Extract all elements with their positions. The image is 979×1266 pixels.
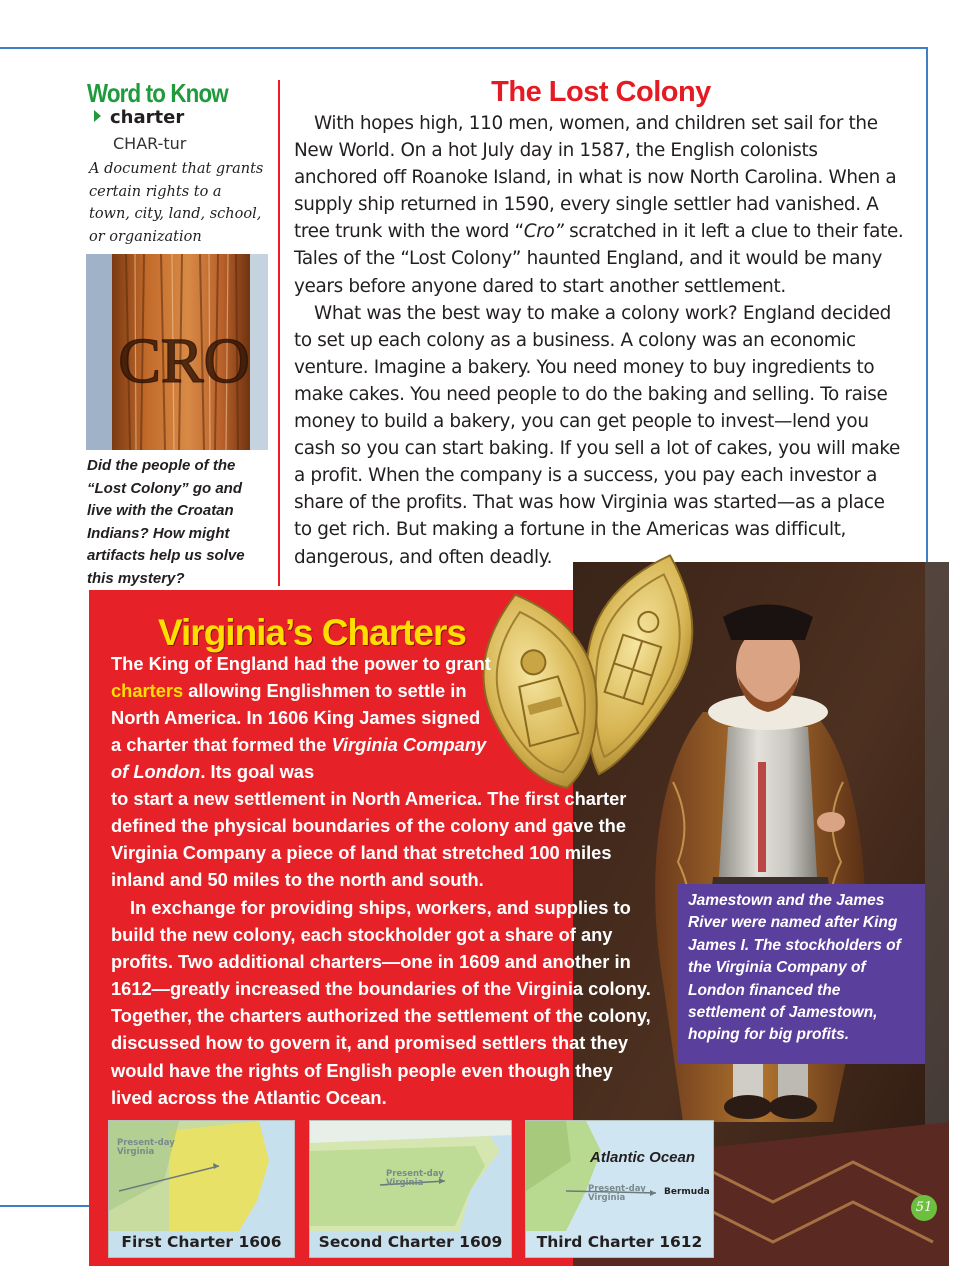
map-second-charter: [309, 1120, 512, 1258]
virginia-company-name: Virginia Company of London: [111, 734, 487, 783]
map1-label: First Charter 1606: [121, 1233, 282, 1251]
article-title: The Lost Colony: [491, 76, 711, 108]
arrow-right-icon: [94, 110, 101, 122]
map1-present-day-label: Present-day Virginia: [117, 1138, 175, 1157]
charters-paragraph-1: [111, 650, 491, 785]
charters-keyword: charters: [111, 680, 184, 702]
charters-paragraph-2: In exchange for providing ships, workers, and supplies to build the new colony, each stockholder got a share of any profits. Two additional charters—one in 1609 and another in 1612—greatly increased the boundaries of the Virginia colony. Together, the charters authorized the settlement of the colony, discussed how to govern it, and promised settlers that they would have the rights of English people even though they lived across the Atlantic Ocean.: [111, 897, 651, 1108]
frame-top-rule: [0, 47, 928, 49]
charters-p1-part-c: . Its goal was: [200, 761, 315, 783]
carved-cro-text: CRO: [118, 325, 250, 396]
map3-label: Third Charter 1612: [536, 1233, 703, 1251]
vocab-word: [94, 107, 184, 128]
column-divider: [278, 80, 280, 586]
article-paragraph-2: What was the best way to make a colony work? England decided to set up each colony as a business. A colony was an economic venture. Imagine a bakery. You need money to buy ingredients to make cakes. You need people to do the baking and selling. To raise money to build a bakery, you can get people to invest—lend you cash so you can start baking. If you sell a lot of cakes, you will make a profit. When the company is a success, you pay each investor a share of the profits. That was how Virginia was started—as a place to get rich. But making a fortune in the Americas was difficult, dangerous, and often deadly.: [294, 302, 900, 568]
vocab-pronunciation: CHAR-tur: [113, 134, 187, 153]
charters-title: Virginia’s Charters: [158, 612, 466, 653]
map-first-charter: [108, 1120, 295, 1258]
article-paragraph-1: [294, 110, 906, 300]
charter-seals: [466, 540, 728, 802]
portrait-caption: Jamestown and the James River were named after King James I. The stockholders of the Virginia Company of London financed the settlement of Jamestown, hoping for big profits.: [677, 884, 925, 1064]
map-third-charter: [525, 1120, 714, 1258]
map3-ocean-label: Atlantic Ocean: [590, 1149, 696, 1166]
article-body: [294, 110, 906, 571]
vocab-word-text: charter: [110, 107, 185, 128]
map3-present-day-label: Present-day Virginia: [588, 1184, 646, 1203]
article-p1-part-b: scratched in it left a clue to their fate. Tales of the “Lost Colony” haunted England, and it would be many years before anyone dared to start another settlement.: [294, 221, 904, 297]
map2-label: Second Charter 1609: [318, 1233, 503, 1251]
charters-paragraph-1-continued: to start a new settlement in North America. The first charter defined the physical boundaries of the colony and gave the Virginia Company a piece of land that stretched 100 miles inland and 50 miles to the north and south.: [111, 788, 627, 891]
charters-p1-part-b: allowing Englishmen to settle in North America. In 1606 King James signed a charter that formed the: [111, 680, 481, 756]
article-p1-cro: Cro”: [523, 221, 564, 243]
cro-tree-photo: [86, 254, 268, 450]
map2-present-day-label: Present-day Virginia: [386, 1169, 444, 1188]
vocab-definition: A document that grants certain rights to a town, city, land, school, or organization: [89, 161, 264, 245]
page-number: 51: [911, 1195, 937, 1221]
tree-photo-caption: Did the people of the “Lost Colony” go and live with the Croatan Indians? How might artifacts help us solve this mystery?: [87, 457, 245, 587]
charters-p1-part-a: The King of England had the power to grant: [111, 653, 491, 674]
word-to-know-heading: Word to Know: [87, 78, 228, 108]
article-p1-part-a: With hopes high, 110 men, women, and children set sail for the New World. On a hot July day in 1587, the English colonists anchored off Roanoke Island, in what is now North Carolina. When a supply ship returned in 1590, every single settler had vanished. A tree trunk with the word “: [294, 113, 897, 243]
map3-bermuda-label: Bermuda: [664, 1187, 710, 1197]
